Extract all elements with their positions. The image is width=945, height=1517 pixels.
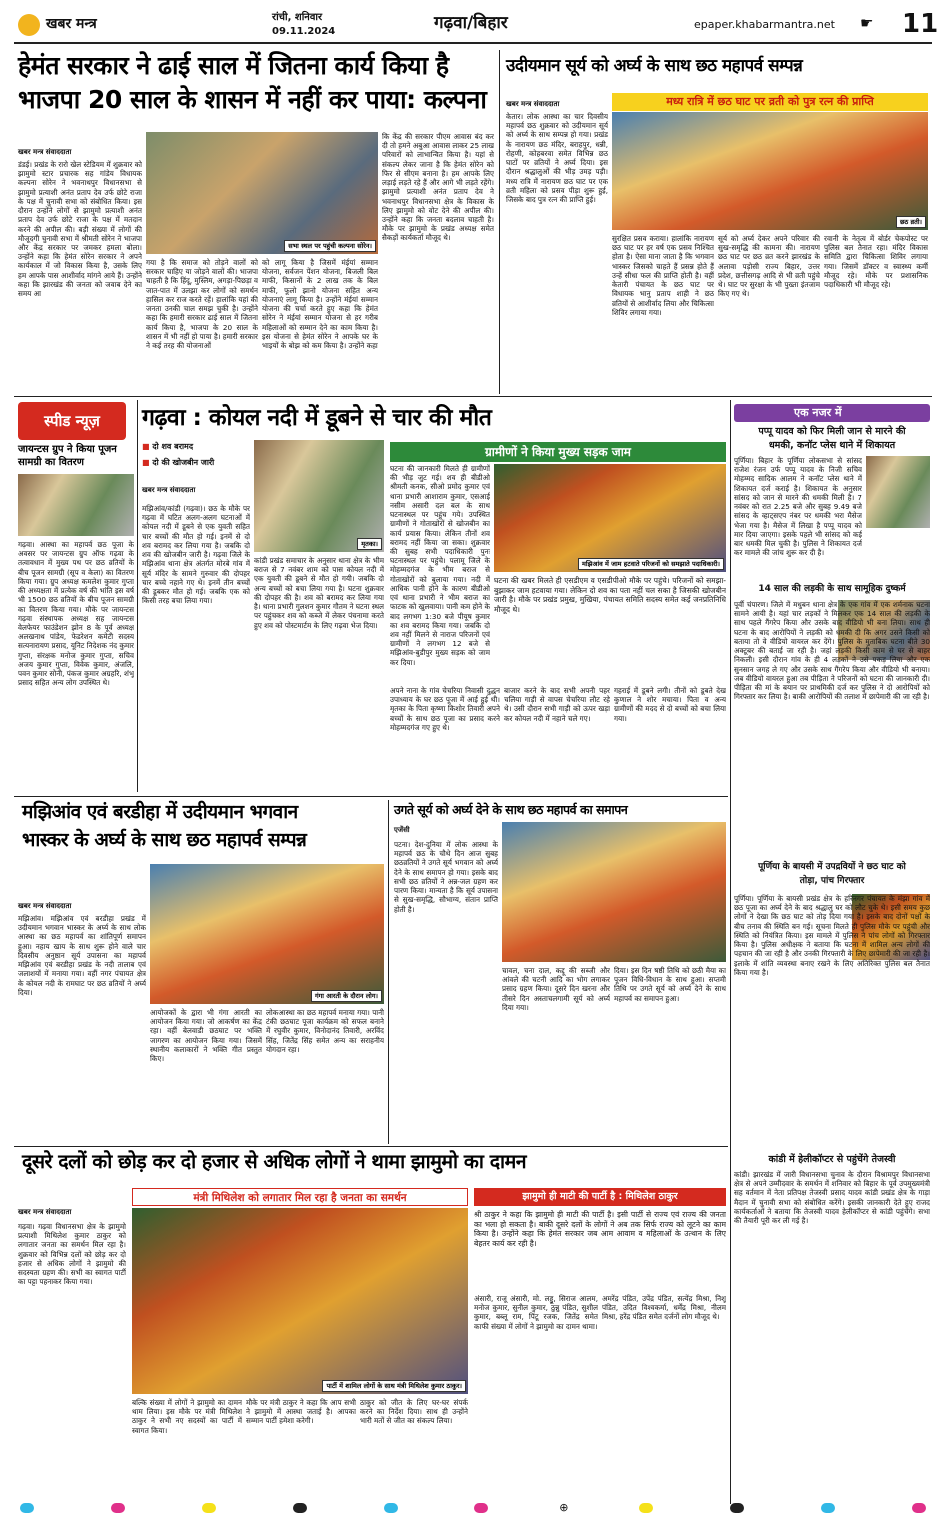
story3-sub2 xyxy=(142,458,214,468)
story6-headline: दूसरे दलों को छोड़ कर दो हजार से अधिक लोगों ने थामा झामुमो का दामन xyxy=(22,1150,527,1173)
divider-h1 xyxy=(14,396,932,397)
story2-box-heading: मध्य रात्रि में छठ घाट पर व्रती को पुत्र रत्न की प्राप्ति xyxy=(612,93,928,111)
jaam-heading: ग्रामीणों ने किया मुख्य सड़क जाम xyxy=(390,442,726,462)
hand-pointer-icon: ☛ xyxy=(860,14,874,32)
magenta-dot-icon xyxy=(474,1503,488,1513)
bullet-icon: ■ xyxy=(142,442,150,451)
story6-photo xyxy=(132,1208,468,1394)
divider-nazar xyxy=(730,400,731,1504)
nazar-h1-line2: धमकी, कनॉट प्लेस थाने में शिकायत xyxy=(768,440,896,451)
brand-name: खबर मन्त्र xyxy=(46,16,97,32)
nazar-text2: पूर्वी चंपारण। जिले में मधुबन थाना क्षेत्र के एक गांव में एक शर्मनाक घटना सामने आयी है। यहां चार लड़कों ने मिलकर एक 14 साल की लड़की के साथ पहले गैंगरेप किया और उसके बाद वीडियो भी बना लिया। साथ ही घटना के बाद आरोपियों ने लड़की को धमकी दी कि अगर उसने किसी को बताया तो वे वीडियो वायरल कर देंगे। पुलिस के मुताबिक घटना बीते 30 अक्टूबर की बताई जा रही है। जहां लड़की किसी काम से घर से बाहर निकली। इसी दौरान गांव के ही 4 लड़कों ने उसे पकड़ लिया और एक सुनसान जगह ले गए और उसके साथ गैंगरेप किया और वीडियो भी बनाया। जब वीडियो वायरल हुआ तब पीड़िता ने परिजनों को घटना की जानकारी दी। पीड़िता की मां के बयान पर प्राथमिकी दर्ज कर पुलिस ने दो आरोपियों को गिरफ्तार कर लिया है। बाकी आरोपियों की तलाश में छापेमारी की जा रही है। xyxy=(734,600,930,702)
jaam-photo xyxy=(494,464,726,572)
story2-col2: सुरक्षित प्रसव कराया। हालांकि नारायण छठ घाट पर हर वर्ष एक प्रसव निश्चित होता है। ऐसा माना जाता है कि भगवान भास्कर जिसको चाहते हैं प्रसन्न होते हैं उन्हें सीधा फल की प्राप्ति होती है। वहीं केतारी पंचायत के छठ घाट पर विधायक भानु प्रताप शाही ने छठ व्रतियों से आशीर्वाद लिया और चिकित्सा शिविर लगाया गया। xyxy=(612,234,714,317)
story4-photo xyxy=(150,864,384,1004)
jaycent-heading: जायन्टस ग्रुप ने किया पूजन सामग्री का वितरण xyxy=(18,444,117,468)
story3-sub1 xyxy=(142,442,193,452)
story6-col1: गढ़वा। गढ़वा विधानसभा क्षेत्र के झामुमो प्रत्याशी मिथिलेश कुमार ठाकुर को लगातार जनता का समर्थन मिल रहा है। शुक्रवार को विभिन्न दलों को छोड़ कर दो हजार से अधिक लोगों ने झामुमो की सदस्यता ग्रहण की। सभी का स्वागत पार्टी का पट्टा पहनाकर किया गया। xyxy=(18,1222,126,1287)
story5-col2: चावल, चना दाल, कद्दू की सब्जी और आंवले की चटनी आदि का भोग लगाकर प्रसाद ग्रहण किया। दूसरे दिन खरना और तीसरे दिन अस्ताचलगामी सूर्य को अर्घ्य दिया गया। xyxy=(502,966,610,1012)
story4-col2: आयोजकों के द्वारा भी गंगा आरती का आयोजन किया गया। जो आकर्षण का केंद्र रहा। वहीं बेलवाडी छठघाट पर भक्ति जागरण का आयोजन किया गया। जिसमें स्थानीय कलाकारों ने भक्ति गीत प्रस्तुत किए। xyxy=(150,1008,262,1064)
crosshair-icon: ⊕ xyxy=(559,1500,569,1514)
nazar-h4: कांडी में हेलीकॉप्टर से पहुंचेंगे तेजस्वी xyxy=(768,1154,896,1165)
cyan-dot-icon xyxy=(821,1503,835,1513)
story6-col2-left: बल्कि संख्या में लोगों ने झामुमो का दामन थाम लिया। इस मौके पर मंत्री मिथिलेश ठाकुर ने सभी नए सदस्यों का पार्टी में स्वागत किया। xyxy=(132,1398,242,1435)
yellow-dot-icon xyxy=(639,1503,653,1513)
nazar-text3: पूर्णिया। पूर्णिया के बायसी प्रखंड क्षेत्र के हरिनगर पंचायत के मंझा गांव में छठ पूजा का अर्घ्य देने के बाद श्रद्धालु घर को लौट चुके थे। इसी समय कुछ लोगों ने देखा कि छठ घाट को तोड़ दिया गया है। इसके बाद दोनों पक्षों के बीच तनाव की स्थिति बन गई। सूचना मिलते ही पुलिस मौके पर पहुंची और स्थिति को नियंत्रित किया। इस मामले में पुलिस ने पांच लोगों को गिरफ्तार किया है। पुलिस अधीक्षक ने बताया कि घटना में शामिल अन्य लोगों की पहचान की जा रही है और उनकी गिरफ्तारी के लिए छापेमारी की जा रही है। इलाके में शांति व्यवस्था बनाए रखने के लिए अतिरिक्त पुलिस बल तैनात किया गया है। xyxy=(734,894,930,977)
cyan-dot-icon xyxy=(384,1503,398,1513)
story1-headline-line1: हेमंत सरकार ने ढाई साल में जितना कार्य किया है xyxy=(18,51,449,80)
story6-box2: झामुमो ही माटी की पार्टी है : मिथिलेश ठाकुर xyxy=(474,1188,726,1206)
masthead xyxy=(14,8,939,44)
nazar-photo1 xyxy=(866,456,930,528)
nazar-label: एक नजर में xyxy=(794,406,842,419)
jaam-photo-caption: मझिआंव में जाम हटवाते परिजनों को समझाते पदाधिकारी। xyxy=(578,558,724,570)
cyan-dot-icon xyxy=(20,1503,34,1513)
nazar-label-bar xyxy=(734,404,930,422)
jaam-bottom-col1: बाजार करने के बाद सभी अपनी पहर चलिया गाड़ी से वापस चेचरिया लौट रहे थे। उसी दौरान सभी गाड़ी को ऊपर खड़ा कर कोयल नदी में नहाने चले गए। xyxy=(504,686,610,723)
story4-headline-line2: भास्कर के अर्घ्य के साथ छठ महापर्व सम्पन्न xyxy=(22,829,307,851)
black-dot-icon xyxy=(293,1503,307,1513)
nazar-text4: कांडी। झारखंड में जारी विधानसभा चुनाव के दौरान विश्रामपुर विधानसभा क्षेत्र से अपने उम्मीदवार के समर्थन में शनिवार को बिहार के पूर्व उपमुख्यमंत्री सह वर्तमान में नेता प्रतिपक्ष तेजस्वी प्रसाद यादव कांडी प्रखंड क्षेत्र के गाड़ा मैदान में चुनावी सभा को संबोधित करेंगे। इसकी जानकारी देते हुए राजद कार्यकर्ताओं ने बताया कि तेजस्वी यादव हेलीकॉप्टर से कांडी पहुंचेंगे। सभा की तैयारी पूरी कर ली गई है। xyxy=(734,1170,930,1226)
yellow-dot-icon xyxy=(202,1503,216,1513)
story3-col3: अपने नाना के गांव चेचरिया निवासी दुद्धन उपाध्याय के घर छठ पूजा में आई हुई थी। मृतका के पिता कृष्णा किशोर तिवारी अपने बच्चों के साथ छठ पूजा का प्रसाद करने मोहम्मदगंज गए हुए थे। xyxy=(390,686,500,732)
story2-col3: सूर्य को अर्घ्य देकर अपने परिवार की सुख-समृद्धि की कामना की। नारायण छठ घाट पर छठ व्रत करने झारखंड के अलावा पड़ोसी राज्य बिहार, उत्तर प्रदेश, छत्तीसगढ़ आदि से भी व्रती पहुंचे थे। घाट पर सुरक्षा के भी पुख्ता इंतजाम किए गए थे। xyxy=(718,234,820,299)
page-number: 11 xyxy=(902,9,939,39)
story3-byline: खबर मन्त्र संवाददाता xyxy=(142,486,196,494)
nazar-h2: 14 साल की लड़की के साथ सामूहिक दुष्कर्म xyxy=(758,584,906,594)
magenta-dot-icon xyxy=(111,1503,125,1513)
story6-col2-right: ठाकुर को जीत के लिए घर-घर संपर्क करने का निर्देश दिया। साथ ही उन्होंने भारी मतों से जीत का संकल्प लिया। xyxy=(360,1398,468,1426)
story2-col1: केतार। लोक आस्था का चार दिवसीय महापर्व छठ शुक्रवार को उदीयमान सूर्य को अर्घ्य के साथ सम्पन्न हो गया। प्रखंड के नारायण छठ मंदिर, बराहपुर, धन्नी, रोहणी, कोहबरवा समेत विभिन्न छठ घाटों पर व्रतियों ने अर्घ्य दिया। इस दौरान श्रद्धालुओं की भीड़ उमड़ पड़ी। मध्य रात्रि में नारायण छठ घाट पर एक व्रती महिला को प्रसव पीड़ा शुरू हुई, जिसके बाद पुत्र रत्न की प्राप्ति हुई। xyxy=(506,112,608,204)
story5-headline: उगते सूर्य को अर्घ्य देने के साथ छठ महापर्व का समापन xyxy=(394,802,628,817)
magenta-dot-icon xyxy=(912,1503,926,1513)
story4-photo-caption: गंगा आरती के दौरान लोग। xyxy=(311,990,382,1002)
epaper-site: epaper.khabarmantra.net xyxy=(694,18,835,31)
story1-byline: खबर मन्त्र संवाददाता xyxy=(18,148,72,156)
story3-sub1-text: दो शव बरामद xyxy=(152,442,194,451)
story1-col1: डंडई। प्रखंड के रारो खेल स्टेडियम में शुक्रवार को झामुमो स्टार प्रचारक सह गांडेय विधायक कल्पना सोरेन ने भवनाथपुर विधानसभा से झामुमो प्रत्याशी अनंत प्रताप देव उर्फ छोटे राजा के पक्ष में चुनावी सभा को संबोधित किया। इस दौरान उन्होंने लोगों से झामुमो प्रत्याशी अनंत प्रताप देव उर्फ छोटे राजा के पक्ष में मतदान करने की अपील की। बड़ी संख्या में लोगों की मौजूदगी चुनावी सभा में श्रीमती सोरेन ने भाजपा और केंद्र सरकार पर जमकर हमला बोला। उन्होंने कहा कि हेमंत सोरेन सरकार ने अपने कार्यकाल में जो विकास किया है, उसके लिए हम आपके पास आशीर्वाद मांगने आये हैं। उन्होंने कहा कि झारखंड की जनता को जवाब देने का समय आ xyxy=(18,160,142,299)
story2-headline: उदीयमान सूर्य को अर्घ्य के साथ छठ महापर्व सम्पन्न xyxy=(506,56,803,76)
black-dot-icon xyxy=(730,1503,744,1513)
divider-h3 xyxy=(14,1146,728,1147)
story5-col3: दिया। इस दिन षष्ठी तिथि को छठी मैया का पूजन विधि-विधान के साथ हुआ। सप्तमी तिथि पर उगते सूर्य को अर्घ्य देने के साथ महापर्व का समापन हुआ। xyxy=(614,966,726,1003)
footer-registration-marks xyxy=(14,1502,932,1514)
story4-byline: खबर मन्त्र संवाददाता xyxy=(18,902,72,910)
jaam-bottom-col2: गहराई में डूबने लगी। तीनों को डूबते देख कुणाल ने शोर मचाया। पिता व अन्य ग्रामीणों की मदद से दो बच्चों को बचा लिया गया। xyxy=(614,686,726,723)
story6-byline: खबर मन्त्र संवाददाता xyxy=(18,1208,72,1216)
story2-col4: रवानी के नेतृत्व में बोर्डर चेकपोस्ट पर पुलिस बल तैनात रहा। मंदिर विकास समिति द्वारा चिकित्सा शिविर लगाया गया। जिसमें डॉक्टर व स्वास्थ्य कर्मी मौजूद रहे। मौके पर प्रशासनिक पदाधिकारी भी मौजूद रहे। xyxy=(824,234,928,290)
divider-story5 xyxy=(388,800,389,1144)
story3-photo-caption: मृतका। xyxy=(357,538,382,550)
issue-date: 09.11.2024 xyxy=(272,26,336,37)
jaycent-photo xyxy=(18,474,134,536)
story2-photo-caption: छठ व्रती। xyxy=(896,216,926,228)
story5-byline: एजेंसी xyxy=(394,826,410,834)
story1-photo xyxy=(146,132,378,254)
jaam-text: घटना की जानकारी मिलते ही ग्रामीणों की भीड़ जुट गई। शव ही बीडीओ श्रीमती कनक, सीओ प्रमोद कुमार एवं थाना प्रभारी आशाराम कुमार, एसआई नसीम असारी दल बल के साथ घटनास्थल पर पहुंच गये। उपस्थित ग्रामीणों ने गोताखोरों से खोजबीन का कार्य प्रयास किया। लेकिन तीनों शव बरामद नहीं किया जा सका। शुक्रवार की सुबह सभी पदाधिकारी पुनः घटनास्थल पर पहुंचे। पलामू जिले के मोहम्मदगंज के भीम बराज से गोताखोरों को बुलाया गया। नदी में आधिक पानी होने के कारण बीडीओ एवं थाना प्रभारी ने भीम बराज का फाटक को खुलवाया। पानी कम होने के बाद लगभग 1:30 बजे पीयूष कुमार का शव बरामद किया गया। जबकि दो शव नहीं मिलने से नाराज परिजनों एवं ग्रामीणों ने लगभग 12 बजे से मझिआंव-बुडीपुर मुख्य सड़क को जाम कर दिया। xyxy=(390,464,490,667)
story5-photo xyxy=(502,822,726,962)
section-name: गढ़वा/बिहार xyxy=(434,13,508,33)
brand-logo-icon xyxy=(18,14,40,36)
bullet-icon: ■ xyxy=(142,458,150,467)
story3-sub2-text: दो की खोजबीन जारी xyxy=(152,458,215,467)
nazar-text1: पूर्णिया। बिहार के पूर्णिया लोकसभा से सांसद राजेश रंजन उर्फ पप्पू यादव के निजी सचिव मोहम्मद सादिक आलम ने कनॉट प्लेस थाने में शिकायत दर्ज कराई है। शिकायत के अनुसार सांसद को जान से मारने की धमकी मिली है। 7 नवंबर को रात 2.25 बजे और सुबह 9.49 बजे सांसद के व्हाट्सएप नंबर पर धमकी भरा मैसेज भेजा गया है। मैसेज में लिखा है पप्पू यादव को मार दिया जाएगा। इसके पहले भी सांसद को कई बार धमकी मिल चुकी है। पुलिस ने शिकायत दर्ज कर मामले की जांच शुरू कर दी है। xyxy=(734,456,862,558)
story1-col2: गया है कि समाज को तोड़ने वालों को सरकार चाहिए या जोड़ने वालों की। भाजपा चाहती है कि हिंदू, मुस्लिम, अगड़ा-पिछड़ा व जात-पात में उलझा कर लोगों को समर्थन हासिल कर राज करते रहें। हालांकि यहां की जनता उनकी चाल समझ चुकी है। उन्होंने कहा कि हमारी सरकार ढाई साल में जितना कार्य किया है, भाजपा के 20 साल के शासन में भी नहीं हो पाया है। हमारी सरकार ने कई तरह की योजनाओं xyxy=(146,258,258,350)
story4-col1: मझिआंव। मझिआंव एवं बरडीहा प्रखंड में उदीयमान भगवान भास्कर के अर्घ्य के साथ लोक आस्था का छठ महापर्व का शांतिपूर्ण समापन हुआ। नहाय खाय के साथ शुरू होने वाले चार दिवसीय अनुष्ठान सूर्य उपासना का महापर्व मझिआंव एवं बरडीहा प्रखंड के नदी तालाब एवं जलाशयों में मनाया गया। वहीं नगर पंचायत क्षेत्र के कोयल नदी के रामघाट पर छठ व्रतियों ने अर्घ्य दिया। xyxy=(18,914,146,997)
story3-col2: कांडी प्रखंड समाचार के अनुसार थाना क्षेत्र के भीम बराज से 7 नवंबर शाम को पास कोयल नदी में एक युवती की डूबने से मौत हो गयी। जबकि दो अन्य बच्चों को बचा लिया गया है। घटना शुक्रवार की दोपहर की है। शव को बरामद कर लिया गया है। थाना प्रभारी गुलशन कुमार गौतम ने घटना स्थल पर पहुंचकर शव को कब्जे में लेकर पंचनामा करते हुए शव को पोस्टमार्टम के लिए गढ़वा भेज दिया। xyxy=(254,556,384,630)
nazar-h3-line2: तोड़ा, पांच गिरफ्तार xyxy=(799,876,865,886)
story3-headline: गढ़वा : कोयल नदी में डूबने से चार की मौत xyxy=(142,405,492,431)
story6-col3: अंसारी, राजू अंसारी, मो. लड्डू, सिराज आलम, मनोज कुमार, सुनील कुमार, ठुन्नु पंडित, सुशील कुमार, बब्लू राम, पिंटू रजक, जितेंद्र समेत काफी संख्या में लोगों ने झामुमो का दामन थामा। xyxy=(474,1294,598,1331)
story2-byline: खबर मन्त्र संवाददाता xyxy=(506,100,560,108)
story6-col4: अमरेंद्र पंडित, उपेंद्र पंडित, सत्येंद्र मिश्रा, निशू पंडित, उदित विश्वकर्मा, धर्मेंद्र मिश्रा, नीलम मिश्रा, हरेंद्र पंडित समेत दर्जनों लोग मौजूद थे। xyxy=(602,1294,726,1322)
story3-col1: मझिआंव/कांडी (गढ़वा)। छठ के मौके पर गढ़वा में घटित अलग-अलग घटनाओं में कोयल नदी में डूबने से एक युवती सहित चार बच्चों की मौत हो गई। इनमें से दो शव बरामद कर लिया गया है। जबकि दो शव की खोजबीन जारी है। गढ़वा जिले के मझिआंव थाना क्षेत्र अंतर्गत मोरबे गांव में सूर्य मंदिर के सामने गुरुवार की दोपहर चार बच्चे नहाने गए थे। इनमें तीन बच्चों की डूबकर मौत हो गई। जबकि एक को किसी तरह बचा लिया गया। xyxy=(142,504,250,606)
divider-top-vertical xyxy=(499,50,500,394)
city-day: रांची, शनिवार xyxy=(272,12,323,23)
story5-col1: पटना। देश-दुनिया में लोक आस्था के महापर्व छठ के चौथे दिन आज सुबह छठव्रतियों ने उगते सूर्य भगवान को अर्घ्य देने के साथ समापन हो गया। इसके बाद सभी छठ व्रतियों ने अन्न-जल ग्रहण कर पारण किया। मान्यता है कि सूर्य उपासना से सुख-समृद्धि, सौभाग्य, संतान प्राप्ति होती है। xyxy=(394,840,498,914)
story4-col3: लोकआस्था का छठ महापर्व मनाया गया। पानी टंकी छठघाट पूजा कार्यक्रम को सफल बनाने में रघुवीर कुमार, विनोदानंद तिवारी, अरविंद सिंह, जितेंद्र सिंह समेत अन्य का सराहनीय योगदान रहा। xyxy=(266,1008,384,1054)
story1-headline-line2: भाजपा 20 साल के शासन में नहीं कर पाया: कल्पना xyxy=(18,85,487,114)
story1-col3: को लागू किया है जिसमें मंईयां सम्मान योजना, सर्वजन पेंशन योजना, बिजली बिल माफी, किसानों के 2 लाख तक के बिल माफी, फूलो झानो योजना सहित अन्य योजनाएं लागू किया है। उन्होंने मंईयां सम्मान योजना की चर्चा करते हुए कहा कि हेमंत सोरेन ने मंईयां सम्मान योजना से हर गरीब महिलाओं को सम्मान देने का काम किया है। इस योजना से हेमंत सोरेन ने आपके घर के भाइयों के बोझ को कम किया है। उन्होंने कहा xyxy=(262,258,378,350)
story1-photo-caption: सभा स्थल पर पहुंची कल्पना सोरेन। xyxy=(284,240,376,252)
divider-h2 xyxy=(14,796,728,797)
jaam-text-continued: घटना की खबर मिलते ही एसडीएम व एसडीपीओ मौके पर पहुंचे। परिजनों को समझा-बुझाकर जाम हटवाया गया। लेकिन दो शव का पता नहीं चल सका है जिसकी खोजबीन जारी है। मौके पर प्रखंड प्रमुख, मुखिया, पंचायत समिति सदस्य समेत कई जनप्रतिनिधि मौजूद थे। xyxy=(494,576,726,614)
divider-speed xyxy=(137,400,138,792)
story2-photo xyxy=(612,112,928,230)
story6-col2: श्री ठाकुर ने कहा कि झामुमो ही माटी की पार्टी है। इसी पार्टी से राज्य एवं राज्य की जनता का भला हो सकता है। बाकी दूसरे दलों के लोगों ने अब तक सिर्फ राज्य को लूटने का काम किया है। उन्होंने कहा कि हेमंत सरकार जब आम आवाम व महिलाओं के उत्थान के लिए बेहतर कार्य कर रही है। xyxy=(474,1210,726,1249)
speed-news-label: स्पीड न्यूज़ xyxy=(18,402,126,440)
nazar-h3-line1: पूर्णिया के बायसी में उपद्रवियों ने छठ घाट को xyxy=(758,862,906,872)
jaycent-text: गढ़वा। आस्था का महापर्व छठ पूजा के अवसर पर जायन्टस ग्रुप ऑफ गढ़वा के तत्वावधान में मुख्य पथ पर छठ व्रतियों के बीच पूजन सामग्री (सूप व केला) का वितरण किया गया। ग्रुप अध्यक्ष कमलेश कुमार गुप्ता की अध्यक्षता में प्रत्येक वर्ष की भांति इस वर्ष भी 1500 छठ व्रतियों के बीच पूजन सामग्री का वितरण किया गया। मौके पर जायन्टस गढ़वा संस्थापक अध्यक्ष सह जायन्टस वेलफेयर फाउंडेशन झोन 8 के पूर्व अध्यक्ष अलखनाथ पांडेय, फेडरेशन कमेटी सदस्य सत्यनारायण प्रसाद, यूनिट निदेशक नंद कुमार गुप्ता, संरक्षक मनोज कुमार गुप्ता, सचिव अजय कुमार गुप्ता, विवेक कुमार, अंजलि, पवन कुमार सोनी, पंकज कुमार अग्रहरि, शंभू प्रसाद सहित अन्य लोग उपस्थित थे। xyxy=(18,540,134,688)
story6-photo-caption: पार्टी में शामिल लोगों के साथ मंत्री मिथिलेश कुमार ठाकुर। xyxy=(322,1380,466,1392)
story6-col2-mid: मौके पर मंत्री ठाकुर ने कहा कि आप सभी ने झामुमो में आस्था जताई है। आपका सम्मान पार्टी हमेशा करेगी। xyxy=(246,1398,356,1426)
story1-col4: कि केंद्र की सरकार पीएम आवास बंद कर दी तो हमने अबुआ आवास लाकर 25 लाख परिवारों को लाभान्वित किया है। यहां से संकल्प लेकर जाना है कि हेमंत सोरेन को फिर से सीएम बनाना है। हम आपके लिए लड़ाई लड़ते रहे हैं और आगे भी लड़ते रहेंगे। झामुमो प्रत्याशी अनंत प्रताप देव ने भवनाथपुर विधानसभा क्षेत्र के विकास के लिए झामुमो को वोट देने की अपील की। उन्होंने कहा कि जनता बदलाव चाहती है। मौके पर झामुमो के प्रखंड अध्यक्ष समेत सैकड़ों कार्यकर्ता मौजूद थे। xyxy=(382,132,494,243)
story4-headline-line1: मझिआंव एवं बरडीहा में उदीयमान भगवान xyxy=(22,801,298,823)
nazar-h1-line1: पप्पू यादव को फिर मिली जान से मारने की xyxy=(758,426,906,437)
story6-box1: मंत्री मिथिलेश को लगातार मिल रहा है जनता का समर्थन xyxy=(132,1188,468,1206)
story3-photo xyxy=(254,440,384,552)
